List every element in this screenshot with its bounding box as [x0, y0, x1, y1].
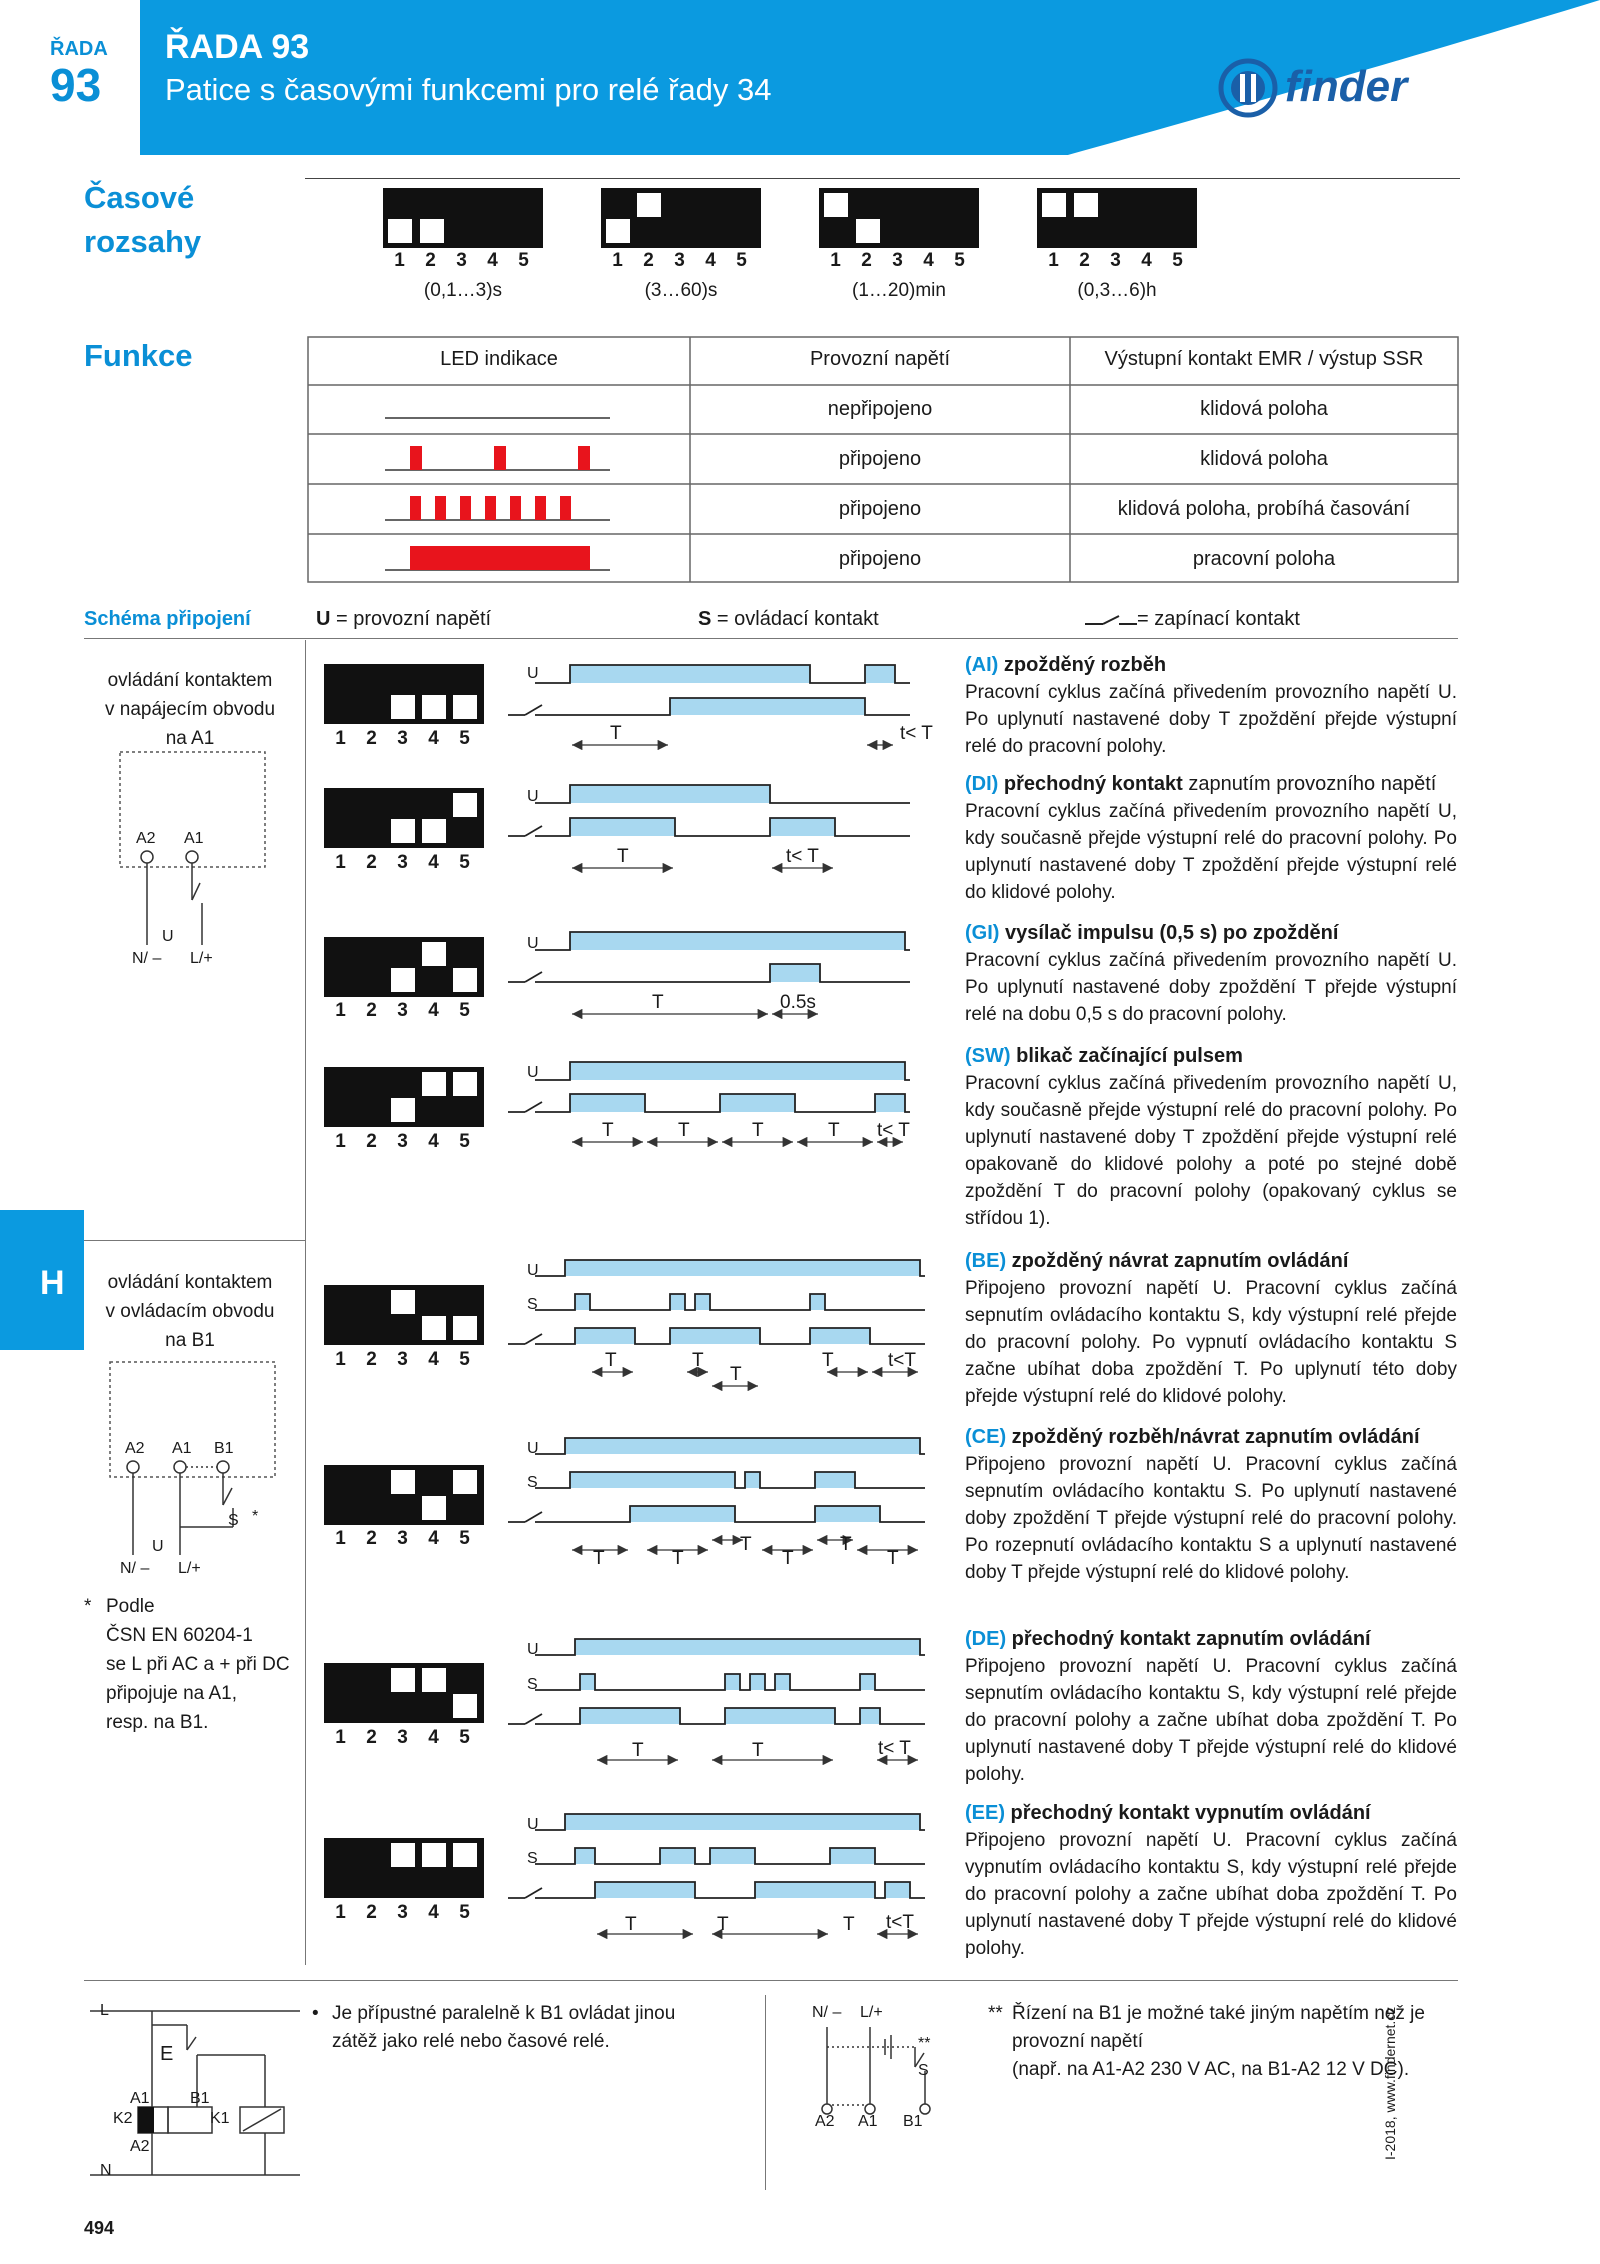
- ranges-title: Časové rozsahy: [84, 180, 202, 259]
- footer-circuit-1: [90, 1995, 320, 2180]
- side-copyright: I-2018, www.findernet.cz: [1382, 2006, 1398, 2160]
- led-table-header: Provozní napětí: [809, 348, 951, 370]
- dip-numbers: 1 2 3 4 5: [1048, 250, 1183, 271]
- circuit-label: A2: [130, 2138, 150, 2155]
- timing-t-label: T: [843, 1914, 855, 1935]
- timing-t-label: 0.5s: [780, 992, 816, 1013]
- dip-numbers: 1 2 3 4 5: [335, 1000, 470, 1021]
- circuit-label: B1: [903, 2113, 923, 2130]
- timing-t-label: T: [692, 1350, 704, 1371]
- function-be: (BE) zpožděný návrat zapnutím ovládání Připojeno provozní napětí U. Pracovní cyklus začíná sepnutím ovládacího kontaktu S, kdy výstupní relé přejde do pracovní polohy. Po vypnutí ovládacího kontaktu S začne ubíhat doba zpoždění T. Po uplynutí této doby přejde výstupní relé do klidové polohy.: [965, 1250, 1457, 1407]
- function-gi: (GI) vysílač impulsu (0,5 s) po zpoždění Pracovní cyklus začíná přivedením provozního napětí U. Po uplynutí nastavené doby zpoždění T přejde výstupní relé na dobu 0,5 s do pracovní polohy.: [965, 922, 1457, 1025]
- circuit-label: E: [160, 2043, 174, 2065]
- terminal-label: N/ –: [120, 1560, 150, 1577]
- timing-u-label: U: [527, 1262, 539, 1279]
- timing-t-label: T: [625, 1914, 637, 1935]
- circuit-label: N: [100, 2162, 112, 2179]
- series-number: 93: [50, 59, 102, 111]
- footer-bullet: •: [312, 2003, 319, 2024]
- circuit-label: N/ –: [812, 2004, 842, 2021]
- terminal-label: B1: [214, 1440, 234, 1457]
- function-sw: (SW) blikač začínající pulsem Pracovní cyklus začíná přivedením provozního napětí U, kdy současně přejde výstupní relé do pracovní polohy. Po uplynutí nastavené doby T zpoždění přejde výstupní relé opakovaně do klidové polohy a poté po stejné době zpoždění T do pracovní polohy (opakovaný cyklus se střídou 1).: [965, 1045, 1457, 1229]
- circuit-label: L: [100, 2002, 109, 2019]
- terminal-label: A1: [172, 1440, 192, 1457]
- dip-numbers: 1 2 3 4 5: [335, 728, 470, 749]
- circuit-label: A1: [858, 2113, 878, 2130]
- schema-title: Schéma připojení: [84, 608, 251, 630]
- circuit-label: A1: [130, 2090, 150, 2107]
- footer-note: Řízení na B1 je možné také jiným napětím než je provozní napětí (např. na A1-A2 230 V AC, na B1-A2 12 V DC).: [1012, 2003, 1425, 2080]
- timing-s-label: S: [527, 1296, 538, 1313]
- dip-numbers: 1 2 3 4 5: [612, 250, 747, 271]
- timing-t-label: T: [632, 1740, 644, 1761]
- function-ce: (CE) zpožděný rozběh/návrat zapnutím ovládání Připojeno provozní napětí U. Pracovní cyklus začíná sepnutím ovládacího kontaktu S. Po uplynutí nastavené doby zpoždění T přejde výstupní relé do pracovní polohy. Po rozepnutí ovládacího kontaktu S a uplynutí nastavené doby T přejde výstupní relé do klidové polohy.: [965, 1426, 1457, 1583]
- function-di: (DI) přechodný kontakt zapnutím provozního napětí Pracovní cyklus začíná přivedením provozního napětí U, kdy současně přejde výstupní relé do pracovní polohy. Po uplynutí nastavené doby T zpoždění přejde výstupní relé do klidové polohy.: [965, 773, 1457, 903]
- dip-numbers: 1 2 3 4 5: [335, 1528, 470, 1549]
- timing-t-label: T: [605, 1350, 617, 1371]
- timing-u-label: U: [527, 1064, 539, 1081]
- circuit-label: K1: [210, 2110, 230, 2127]
- range-label: (0,1…3)s: [423, 280, 503, 301]
- timing-t-label: T: [610, 723, 622, 744]
- timing-u-label: U: [527, 935, 539, 952]
- timing-t-label: T: [617, 846, 629, 867]
- timing-u-label: U: [527, 1440, 539, 1457]
- led-table-header: LED indikace: [440, 348, 558, 370]
- timing-t-label: T: [887, 1548, 899, 1569]
- timing-t-label: T: [840, 1534, 852, 1555]
- timing-t-label: t< T: [877, 1120, 910, 1141]
- timing-t-label: T: [652, 992, 664, 1013]
- page-title: ŘADA 93: [165, 28, 310, 66]
- led-table-cell: připojeno: [838, 498, 922, 520]
- range-label: (1…20)min: [852, 280, 946, 301]
- timing-t-label: T: [593, 1548, 605, 1569]
- legend-u: U = provozní napětí: [316, 608, 492, 630]
- circuit-label: B1: [190, 2090, 210, 2107]
- timing-t-label: T: [602, 1120, 614, 1141]
- terminal-label: N/ –: [132, 950, 162, 967]
- circuit-label: **: [918, 2035, 931, 2052]
- timing-t-label: T: [828, 1120, 840, 1141]
- footer-bullet-text: Je přípustné paralelně k B1 ovládat jinou zátěž jako relé nebo časové relé.: [332, 2003, 676, 2052]
- timing-t-label: T: [782, 1548, 794, 1569]
- timing-u-label: U: [527, 665, 539, 682]
- finder-logo-text: finder: [1285, 62, 1408, 111]
- dip-numbers: 1 2 3 4 5: [335, 1349, 470, 1370]
- timing-s-label: S: [527, 1474, 538, 1491]
- timing-t-label: T: [730, 1364, 742, 1385]
- terminal-label: U: [162, 928, 174, 945]
- wiring-note: Podle ČSN EN 60204-1 se L při AC a + při DC připojuje na A1, resp. na B1.: [106, 1596, 290, 1733]
- timing-t-label: T: [740, 1534, 752, 1555]
- timing-t-label: t<T: [888, 1350, 916, 1371]
- page-subtitle: Patice s časovými funkcemi pro relé řady 34: [165, 72, 772, 107]
- legend-s: S = ovládací kontakt: [698, 608, 879, 630]
- function-ee: (EE) přechodný kontakt vypnutím ovládání Připojeno provozní napětí U. Pracovní cyklus začíná vypnutím ovládacího kontaktu S, kdy výstupní relé přejde do pracovní polohy a začne ubíhat doba zpoždění T. Po uplynutí nastavené doby T přejde výstupní relé do klidové polohy.: [965, 1802, 1457, 1959]
- timing-s-label: S: [527, 1850, 538, 1867]
- circuit-label: K2: [113, 2110, 133, 2127]
- terminal-label: A1: [184, 830, 204, 847]
- led-table-cell: klidová poloha: [1200, 448, 1328, 470]
- led-table-cell: pracovní poloha: [1192, 548, 1336, 570]
- timing-t-label: t< T: [878, 1738, 911, 1759]
- led-table-cell: připojeno: [838, 448, 922, 470]
- page-number: 494: [84, 2218, 115, 2238]
- wiring-note-mark: *: [84, 1596, 92, 1617]
- terminal-label: A2: [125, 1440, 145, 1457]
- legend-contact: = zapínací kontakt: [1137, 608, 1300, 630]
- timing-t-label: t<T: [886, 1912, 914, 1933]
- timing-u-label: U: [527, 1641, 539, 1658]
- circuit-label: A2: [815, 2113, 835, 2130]
- function-ai: (AI) zpožděný rozběh Pracovní cyklus začíná přivedením provozního napětí U. Po uplynutí nastavené doby T zpoždění přejde výstupní relé do pracovní polohy.: [965, 654, 1457, 757]
- timing-t-label: T: [822, 1350, 834, 1371]
- timing-u-label: U: [527, 1816, 539, 1833]
- timing-s-label: S: [527, 1676, 538, 1693]
- timing-t-label: t< T: [900, 723, 933, 744]
- dip-numbers: 1 2 3 4 5: [335, 1902, 470, 1923]
- section-tab: H: [0, 1210, 84, 1350]
- timing-t-label: T: [717, 1914, 729, 1935]
- terminal-label: U: [152, 1538, 164, 1555]
- function-de: (DE) přechodný kontakt zapnutím ovládání Připojeno provozní napětí U. Pracovní cyklus začíná sepnutím ovládacího kontaktu S, kdy výstupní relé přejde do pracovní polohy a začne ubíhat doba zpoždění T. Po uplynutí nastavené doby T přejde výstupní relé do klidové polohy.: [965, 1628, 1457, 1785]
- dip-numbers: 1 2 3 4 5: [335, 852, 470, 873]
- terminal-label: L/+: [190, 950, 213, 967]
- circuit-label: S: [918, 2062, 929, 2079]
- wiring-caption-1: ovládání kontaktem v napájecím obvodu na A1: [104, 670, 276, 749]
- timing-u-label: U: [527, 788, 539, 805]
- series-label: ŘADA: [50, 38, 108, 60]
- footer-note-mark: **: [988, 2003, 1003, 2024]
- wiring-caption-2: ovládání kontaktem v ovládacím obvodu na B1: [105, 1272, 275, 1351]
- timing-t-label: T: [752, 1740, 764, 1761]
- led-table-cell: klidová poloha: [1200, 398, 1328, 420]
- led-table-cell: nepřipojeno: [827, 398, 933, 420]
- terminal-label: S: [228, 1512, 239, 1529]
- terminal-label: A2: [136, 830, 156, 847]
- circuit-label: L/+: [860, 2004, 883, 2021]
- timing-t-label: T: [678, 1120, 690, 1141]
- timing-t-label: t< T: [786, 846, 819, 867]
- functions-title: Funkce: [84, 338, 193, 373]
- led-table-cell: klidová poloha, probíhá časování: [1117, 498, 1411, 520]
- dip-numbers: 1 2 3 4 5: [335, 1727, 470, 1748]
- led-table-header: Výstupní kontakt EMR / výstup SSR: [1104, 348, 1424, 370]
- dip-numbers: 1 2 3 4 5: [335, 1131, 470, 1152]
- timing-t-label: T: [672, 1548, 684, 1569]
- terminal-label: L/+: [178, 1560, 201, 1577]
- range-label: (3…60)s: [644, 280, 718, 301]
- timing-t-label: T: [752, 1120, 764, 1141]
- dip-numbers: 1 2 3 4 5: [830, 250, 965, 271]
- dip-numbers: 1 2 3 4 5: [394, 250, 529, 271]
- range-label: (0,3…6)h: [1077, 280, 1157, 301]
- terminal-label: *: [252, 1508, 259, 1525]
- led-table-cell: připojeno: [838, 548, 922, 570]
